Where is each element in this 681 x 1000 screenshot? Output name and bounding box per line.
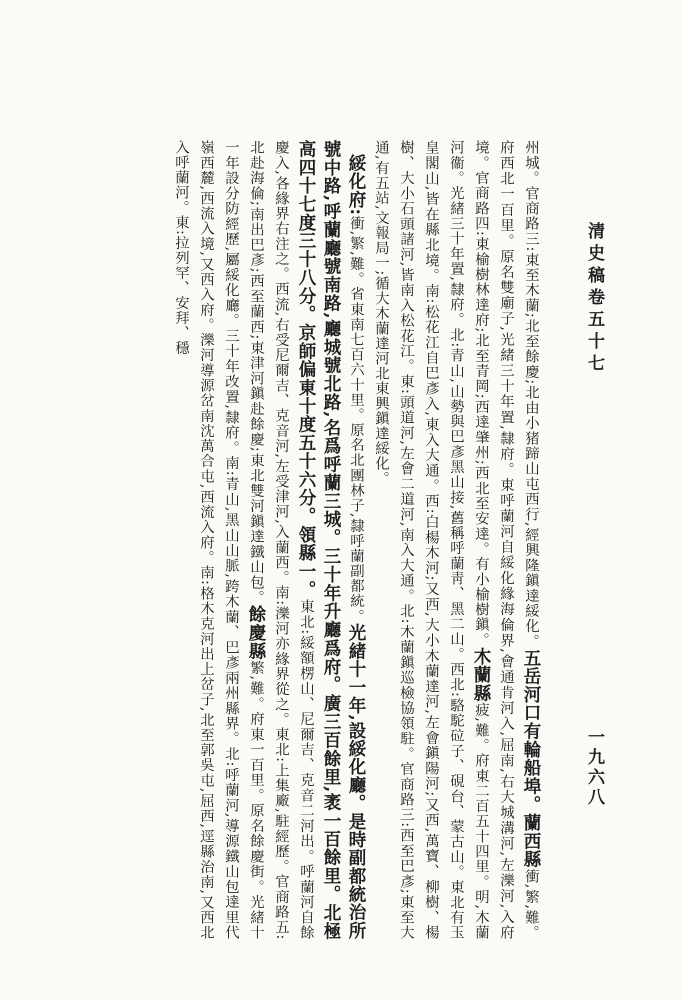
running-header: 清史稿卷五十七 [584, 222, 604, 376]
text-segment: 東北:綏額楞山、尼爾吉、克音二河出。呼蘭河自餘慶入,各緣界右注之。西流,右受尼爾吉、克音河,左受津河,入蘭西。南:濼河亦緣界從之。東北:上集廠,駐經歷。官商路五:北赴海倫;南出巴彥;西至蘭西;東津河鎭赴餘慶;東北雙河鎭達鐵山包。 [248, 140, 314, 940]
paragraph [368, 140, 543, 940]
county-heading: 木蘭縣 [471, 647, 491, 703]
text-segment: 疲,難。府東二百五十四里。明,木蘭河衞。光緒三十年置,隸府。北:青山,山勢與巴彥黑山接,舊稱呼蘭靑、黑二山。西北:駱駝砬子、硯台、蒙古山。東北有玉皇閣山,皆在縣北境。南:松花江自巴彥入,東入大通。西:白楊木河;又西,大小木蘭達河,左會鎭陽河;又西,萬寶、柳樹、楊樹、大小石頭諸河,皆南入松花江。東:頭道河,左會二道河,南入大通。北:木蘭鎭巡檢協領駐。官商路三:西至巴彥;東至大通,有五站,文報局一;循大木蘭達河北東興鎭達綏化。 [373, 140, 489, 940]
paragraph [168, 140, 368, 940]
text-segment: 光緒十一年,設綏化廳。是時副都統治所號中路,呼蘭廳號南路,廳城號北路,名爲呼蘭三城。三十年升廳爲府。廣三百餘里,袤一百餘里。北極高四十七度三十八分。京師偏東十度五十六分。領縣一。 [296, 140, 366, 940]
page-number: 一九六八 [584, 728, 604, 808]
county-heading: 蘭西縣 [521, 813, 541, 869]
text-segment: 繁,難。府東一百里。原名餘慶街。光緒十一年設分防經歷,屬綏化廳。三十年改置,隸府。南:青山,黑山山脈,跨木蘭、巴彥兩州縣界。北:呼蘭河,導源鐵山包達里代嶺西麓,西流入境,又西入府。濼河導源岔南沈萬合屯,西流入府。南:格木克河出上岔子,北至郭吳屯,屈西,逕縣治南,又西北入呼蘭河。東:拉列罕、安拜、穩 [173, 140, 264, 940]
vertical-text-body [113, 140, 543, 940]
text-segment: 衝,繁,難。府西北一百里。原名雙廟子,光緒三十年置,隸府。東呼蘭河自綏化緣海倫界,會通肯河入,屈南,右大城溝河,左濼河,入府境。官商路四:東榆樹林達府;北至青岡;西達肇州;西北至安達。有小榆樹鎭。 [473, 140, 539, 940]
county-heading: 餘慶縣 [246, 605, 266, 661]
text-segment: 衝,繁,難。省東南七百六十里。原名北團林子,隸呼蘭副都統。 [348, 216, 364, 625]
text-segment: 州城。官商路三:東至木蘭;北至餘慶;北由小猪蹄山屯西行,經興隆鎭達綏化。 [523, 140, 539, 649]
text-segment: 五岳河口有輪船埠。 [521, 648, 541, 814]
prefecture-heading: 綏化府: [346, 154, 366, 217]
